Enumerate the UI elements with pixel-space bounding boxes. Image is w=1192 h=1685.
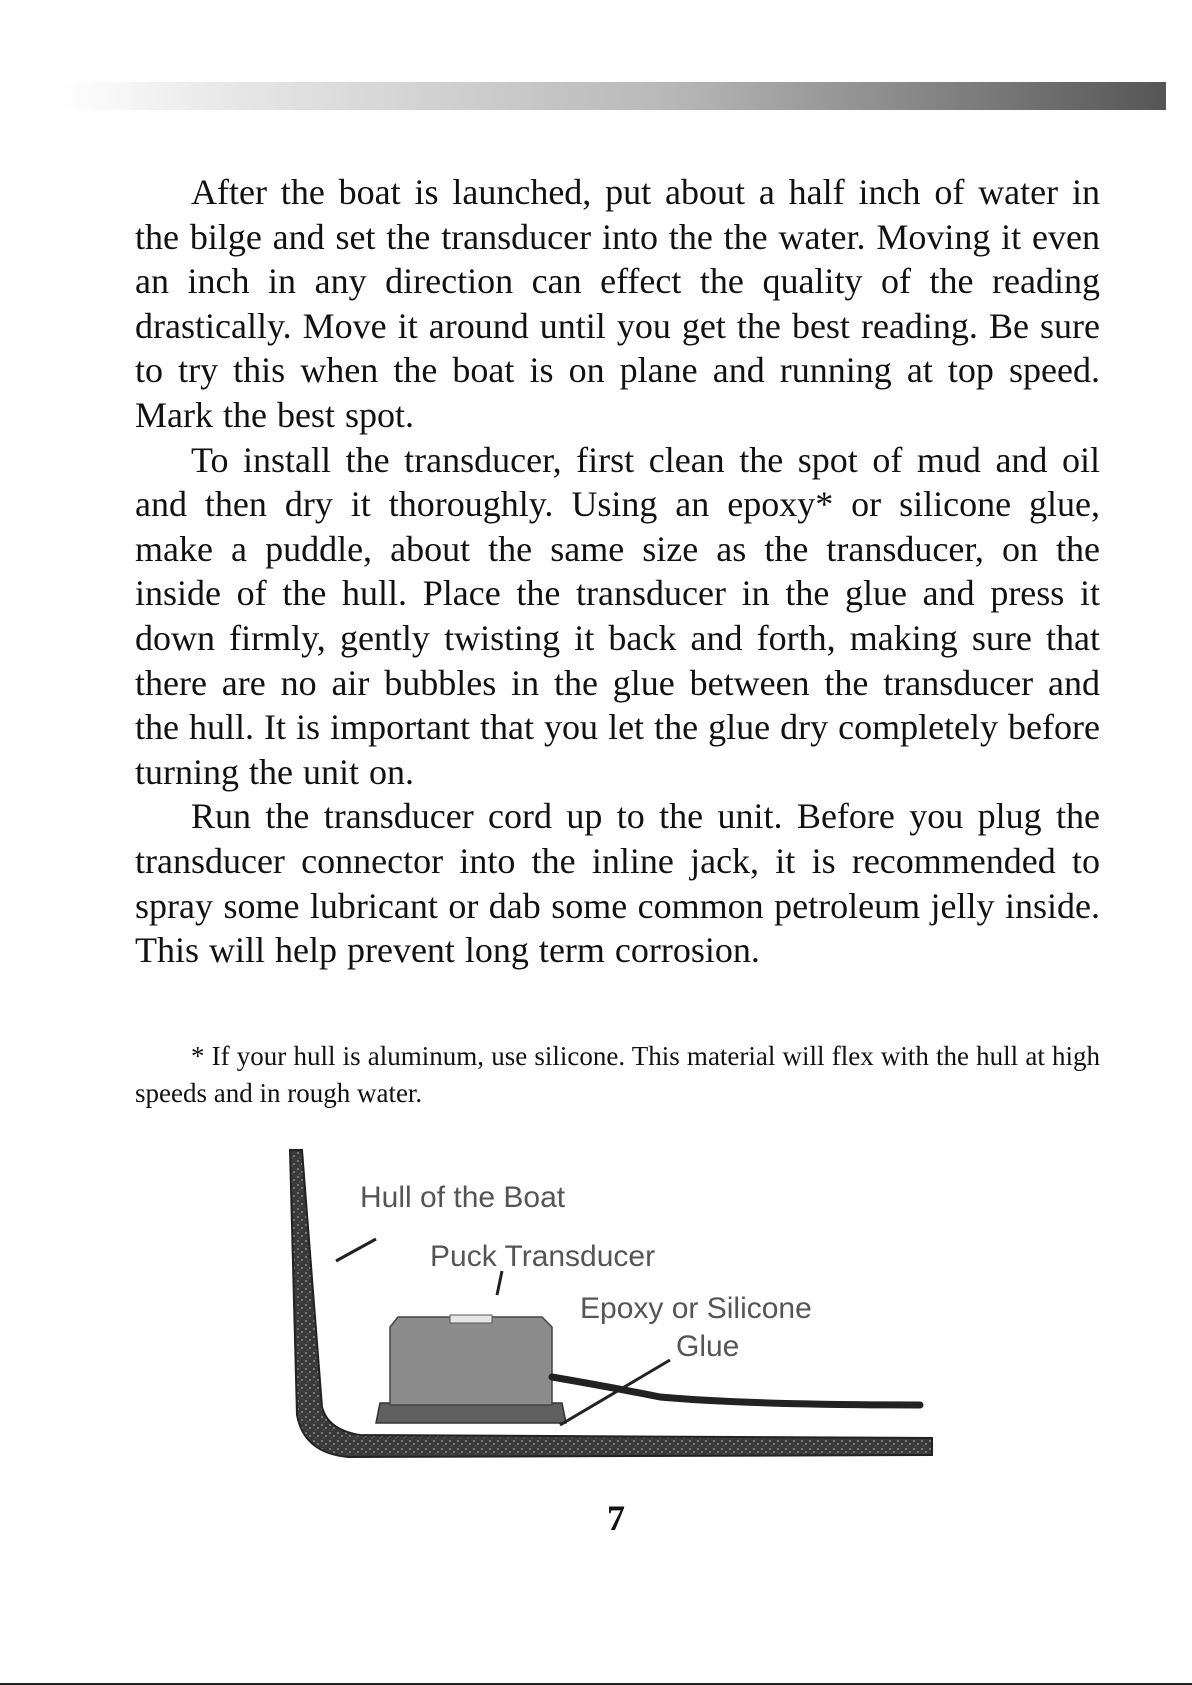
label-puck-transducer: Puck Transducer	[430, 1240, 656, 1273]
transducer-installation-diagram	[280, 1135, 940, 1465]
page-number: 7	[607, 1498, 625, 1538]
body-text	[135, 170, 1100, 973]
header-gradient-bar	[60, 82, 1166, 110]
puck-transducer	[376, 1315, 566, 1423]
label-hull-of-the-boat: Hull of the Boat	[360, 1181, 566, 1214]
paragraph-launch-placement: After the boat is launched, put about a half inch of water in the bilge and set the transducer into the the water. Moving it even an inch in any direction can effect the quality of the reading drastically. Move it around until you get the best reading. Be sure to try this when the boat is on plane and running at top speed. Mark the best spot.	[135, 172, 1100, 435]
footnote-aluminum-hull: * If your hull is aluminum, use silicone. This material will flex with the hull at high speeds and in rough water.	[135, 1041, 1100, 1108]
puck-leader-line	[497, 1271, 502, 1295]
paragraph-install-transducer: To install the transducer, first clean the spot of mud and oil and then dry it thoroughly. Using an epoxy* or silicone glue, make a puddle, about the same size as the transducer, on the inside of the hull. Place the transducer in the glue and press it down firmly, gently twisting it back and forth, making sure that there are no air bubbles in the glue between the transducer and the hull. It is important that you let the glue dry completely before turning the unit on.	[135, 439, 1100, 792]
transducer-cable	[552, 1377, 920, 1405]
hull-leader-line	[336, 1239, 376, 1261]
label-epoxy-or-silicone: Epoxy or Silicone	[580, 1292, 812, 1325]
label-glue: Glue	[676, 1330, 740, 1363]
paragraph-cord-connection: Run the transducer cord up to the unit. Before you plug the transducer connector into the inline jack, it is recommended to spray some lubricant or dab some common petroleum jelly inside. This will help prevent long term corrosion.	[135, 796, 1100, 971]
